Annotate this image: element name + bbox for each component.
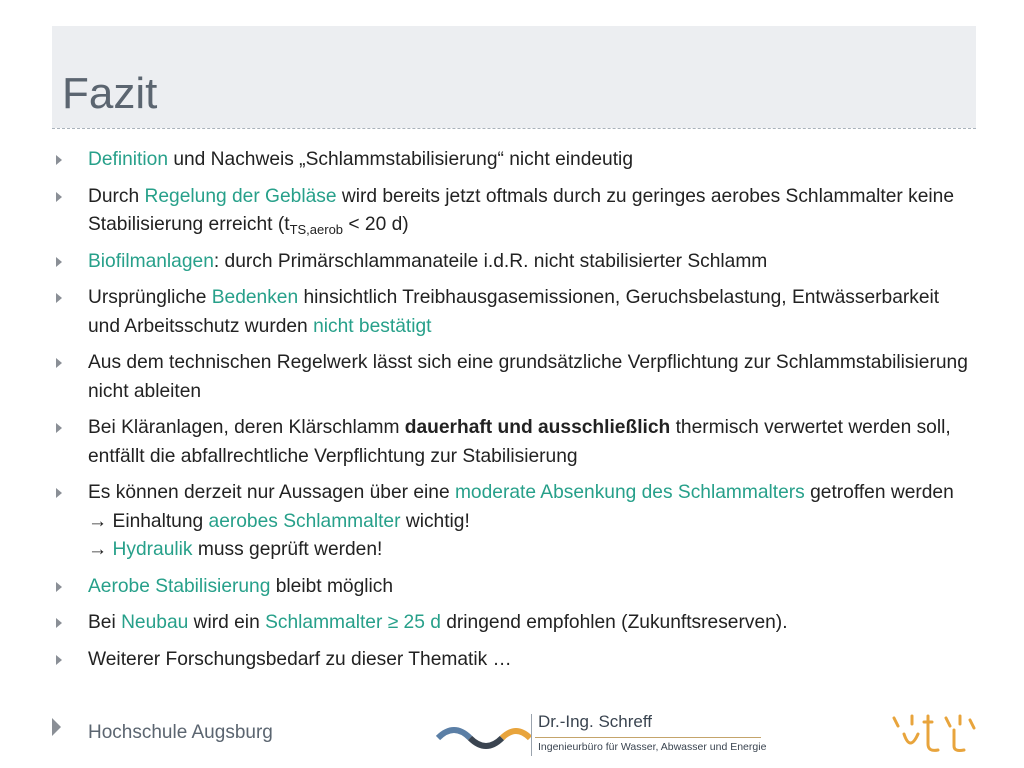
bullet-text: thermisch verwertet werden soll, entfällt die abfallrechtliche Verpflichtung zur Stabilisierung: [88, 417, 951, 467]
highlighted-text: moderate Absenkung des Schlammalters: [454, 482, 805, 503]
bullet-text: Aus dem technischen Regelwerk lässt sich eine grundsätzliche Verpflichtung zur Schlammstabilisierung nicht ableiten: [88, 352, 968, 402]
bullet-item: [54, 146, 974, 175]
bullet-text: und Nachweis „Schlammstabilisierung“ nicht eindeutig: [168, 149, 633, 170]
logo-divider-horizontal: [535, 737, 761, 738]
highlighted-text: aerobes Schlammalter: [208, 510, 401, 532]
bullet-text: dringend empfohlen (Zukunftsreserven).: [440, 612, 788, 633]
bullet-item: [54, 479, 974, 565]
bullet-text: wichtig!: [400, 510, 470, 532]
bullet-triangle-icon: [56, 192, 62, 202]
bullet-text: Weiterer Forschungsbedarf zu dieser Thematik …: [88, 648, 512, 670]
subscript-text: TS,aerob: [289, 222, 344, 237]
bullet-text: : durch Primärschlammanateile i.d.R. nicht stabilisierter Schlamm: [213, 250, 768, 272]
bullet-triangle-icon: [56, 293, 62, 303]
highlighted-text: Aerobe Stabilisierung: [88, 575, 271, 597]
bullet-item: [54, 349, 974, 406]
logo-subtitle: Ingenieurbüro für Wasser, Abwasser und Energie: [538, 741, 767, 753]
footer-triangle-icon: [52, 718, 61, 736]
bullet-text: muss geprüft werden!: [192, 539, 383, 560]
bullet-text: wird ein: [188, 612, 266, 633]
highlighted-text: Definition: [88, 149, 168, 170]
bullet-item: [54, 284, 974, 341]
arrow-right-icon: →: [88, 539, 108, 560]
slide-title: Fazit: [62, 69, 158, 118]
highlighted-text: Neubau: [121, 612, 189, 633]
bullet-item: [54, 414, 974, 471]
bullet-text: Bei Kläranlagen, deren Klärschlamm: [88, 417, 405, 438]
highlighted-text: Biofilmanlagen: [88, 250, 214, 272]
bullet-triangle-icon: [56, 423, 62, 433]
bullet-item: [54, 183, 974, 240]
bullet-triangle-icon: [56, 488, 62, 498]
bullet-item: [54, 609, 974, 638]
bullet-text: getroffen werden: [804, 482, 954, 503]
bullet-item: [54, 646, 974, 675]
highlighted-text: Bedenken: [211, 287, 299, 308]
bullet-triangle-icon: [56, 257, 62, 267]
bullet-text: bleibt möglich: [270, 575, 394, 597]
bold-text: dauerhaft und ausschließlich: [404, 417, 671, 438]
bullet-text: Einhaltung: [107, 510, 209, 532]
bullet-list: [54, 146, 974, 682]
bullet-text: Ursprüngliche: [88, 287, 212, 308]
bullet-triangle-icon: [56, 655, 62, 665]
bullet-text: < 20 d): [343, 214, 409, 235]
bullet-text: Durch: [88, 185, 145, 207]
bullet-triangle-icon: [56, 618, 62, 628]
bullet-item: [54, 573, 974, 602]
bullet-triangle-icon: [56, 358, 62, 368]
logo-name: Dr.-Ing. Schreff: [538, 712, 653, 731]
highlighted-text: Schlammalter ≥ 25 d: [265, 612, 441, 633]
highlighted-text: nicht bestätigt: [313, 315, 432, 337]
schreff-logo-wave-icon: [436, 712, 532, 752]
title-band: [52, 26, 976, 128]
bullet-triangle-icon: [56, 155, 62, 165]
bullet-item: [54, 248, 974, 277]
bullet-triangle-icon: [56, 582, 62, 592]
footer-institution: Hochschule Augsburg: [88, 722, 273, 743]
bullet-text: wird bereits jetzt oftmals durch zu geringes aerobes Schlammalter keine Stabilisierung erreicht (t: [88, 185, 955, 235]
university-logo-icon: [888, 712, 980, 758]
title-divider: [52, 128, 976, 129]
highlighted-text: Regelung der Gebläse: [144, 185, 337, 207]
bullet-text: Es können derzeit nur Aussagen über eine: [88, 482, 455, 503]
logo-divider-vertical: [531, 714, 532, 756]
arrow-right-icon: →: [88, 510, 108, 532]
bullet-text: Bei: [88, 612, 122, 633]
bullet-text: hinsichtlich Treibhausgasemissionen, Geruchsbelastung, Entwässerbarkeit und Arbeitsschutz wurden: [88, 287, 940, 337]
highlighted-text: Hydraulik: [112, 539, 193, 560]
